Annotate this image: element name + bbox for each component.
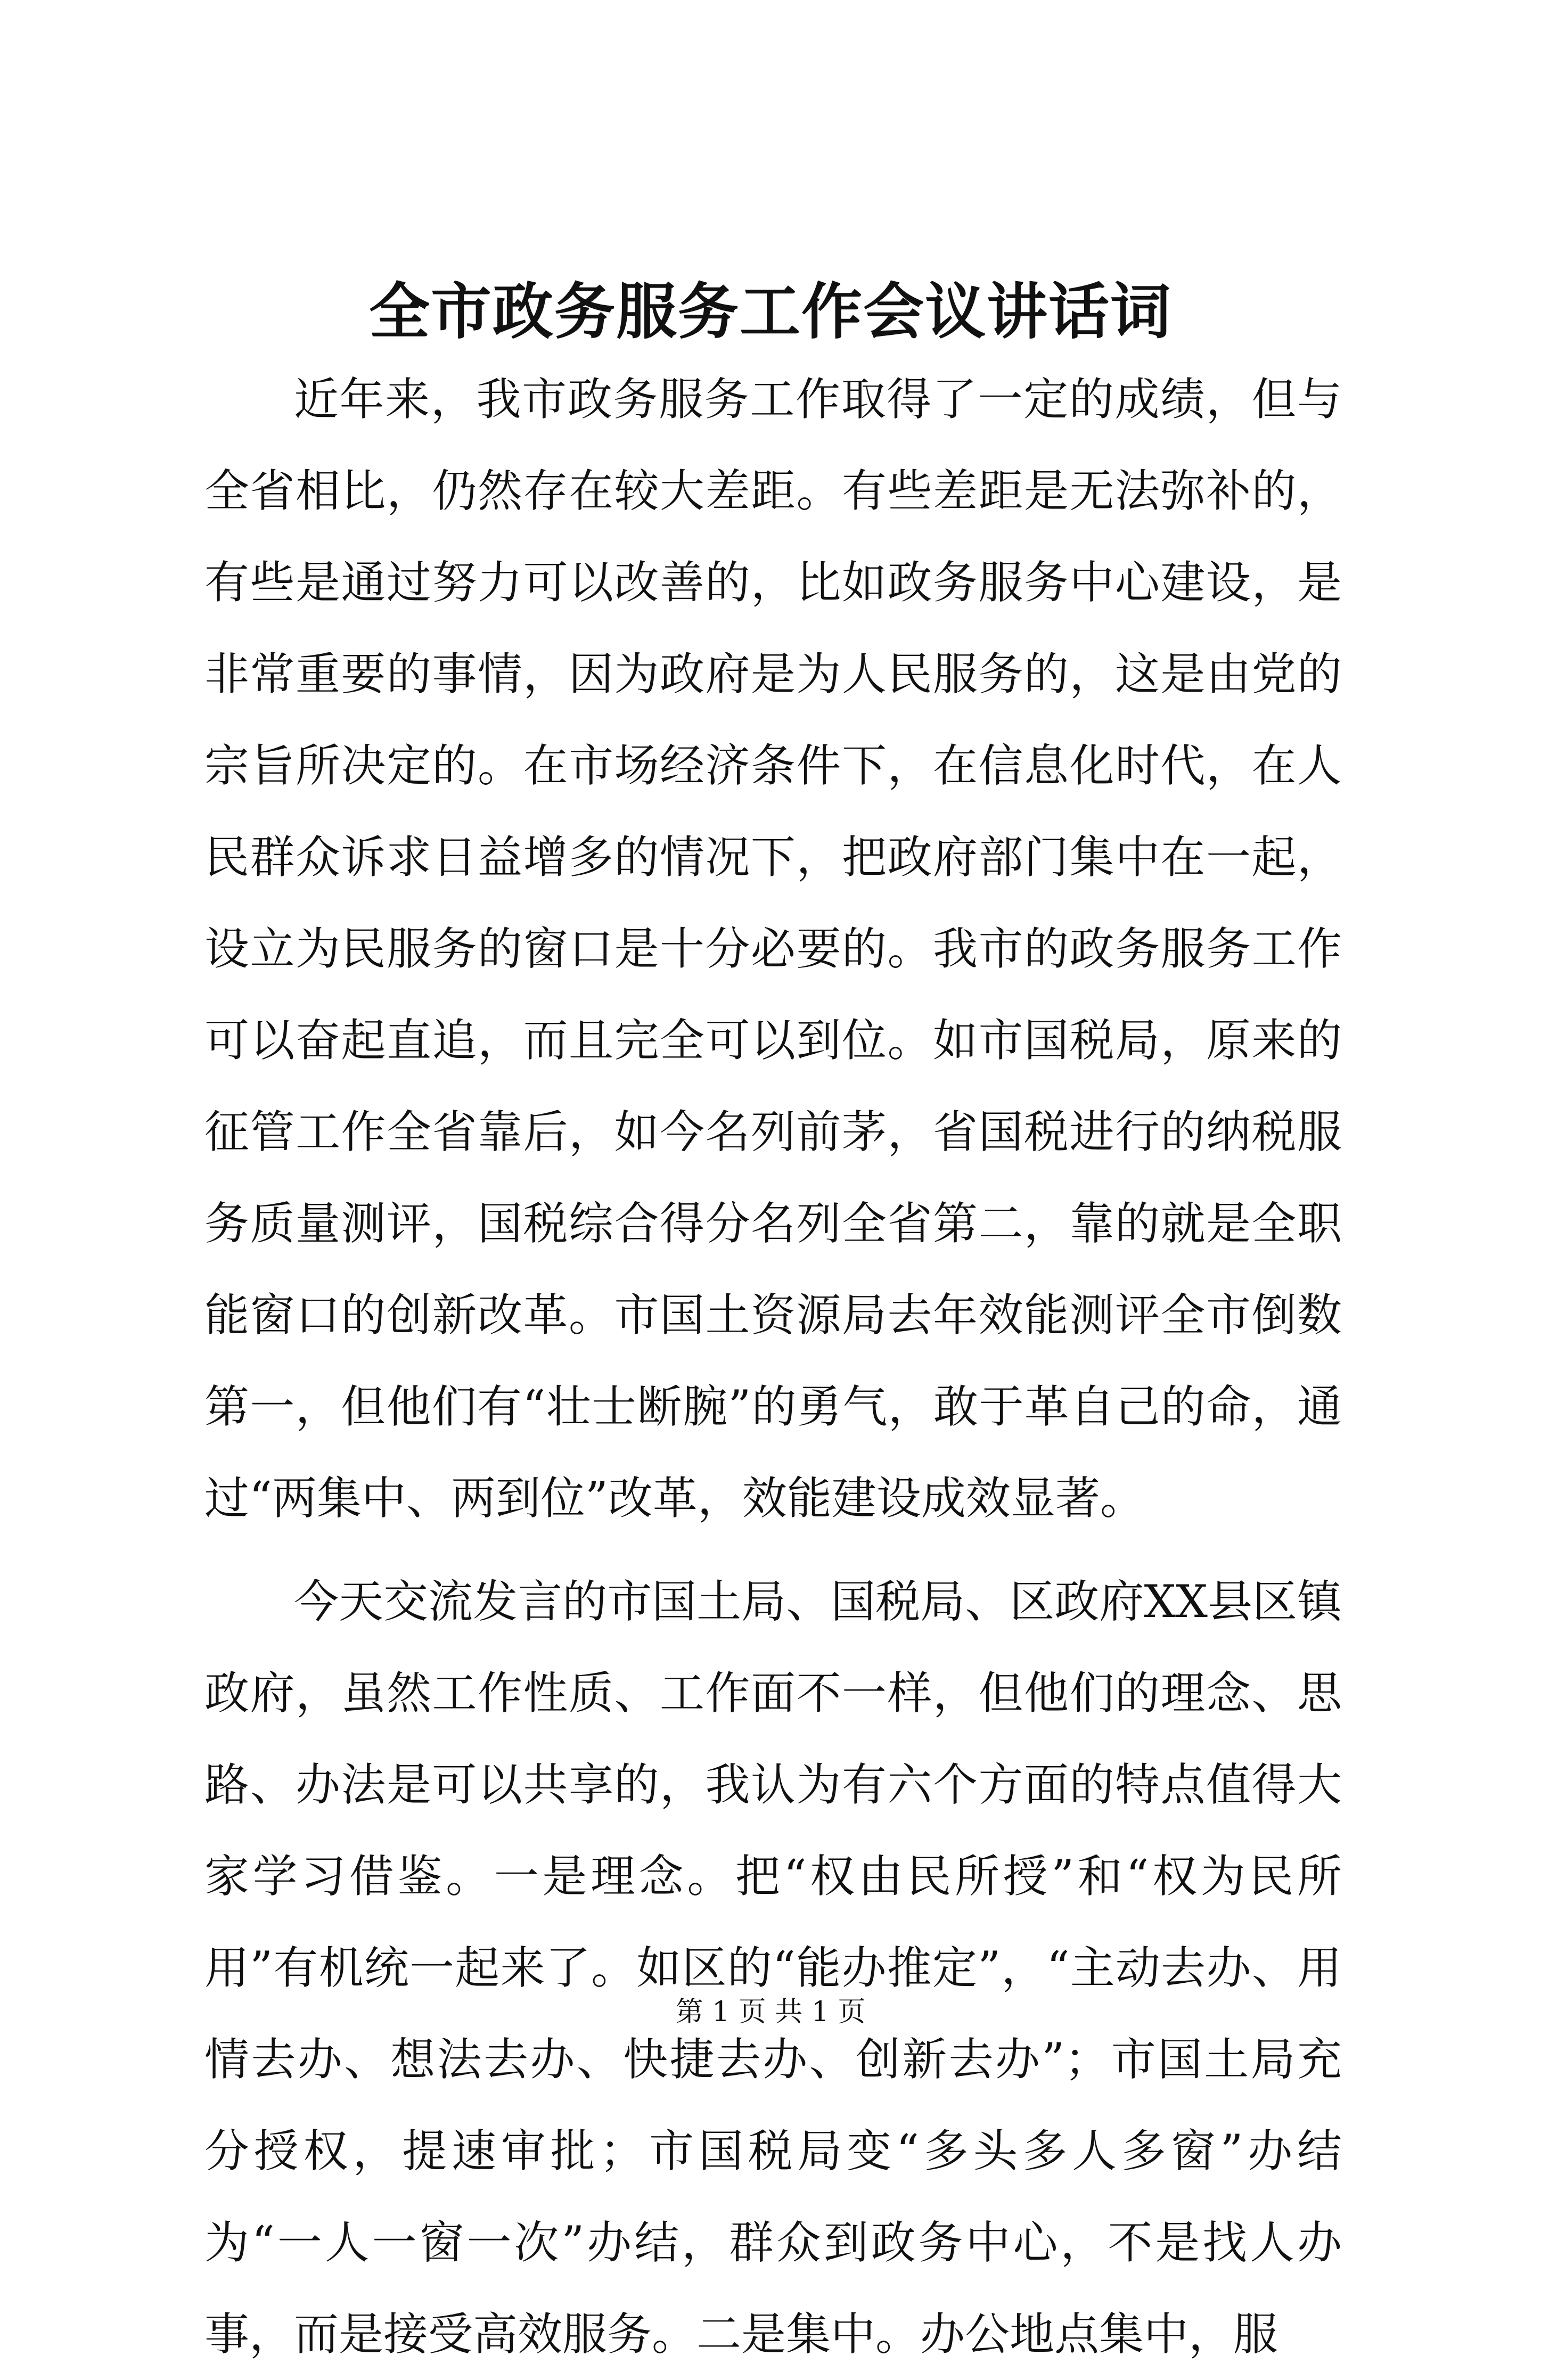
paragraph-1: 近年来，我市政务服务工作取得了一定的成绩，但与全省相比，仍然存在较大差距。有些差距是无法弥补的，有些是通过努力可以改善的，比如政务服务中心建设，是非常重要的事情，因为政府是为人民服务的，这是由党的宗旨所决定的。在市场经济条件下，在信息化时代，在人民群众诉求日益增多的情况下，把政府部门集中在一起，设立为民服务的窗口是十分必要的。我市的政务服务工作可以奋起直追，而且完全可以到位。如市国税局，原来的征管工作全省靠后，如今名列前茅，省国税进行的纳税服务质量测评，国税综合得分名列全省第二，靠的就是全职能窗口的创新改革。市国土资源局去年效能测评全市倒数第一，但他们有“壮士断腕”的勇气，敢于革自己的命，通过“两集中、两到位”改革，效能建设成效显著。 [204,373,1342,1524]
document-body [204,354,1342,2380]
paragraph-2: 今天交流发言的市国土局、国税局、区政府XX县区镇政府，虽然工作性质、工作面不一样，但他们的理念、思路、办法是可以共享的，我认为有六个方面的特点值得大家学习借鉴。一是理念。把“权由民所授”和“权为民所用”有机统一起来了。如区的“能办推定”，“主动去办、用情去办、想法去办、快捷去办、创新去办”；市国土局充分授权，提速审批；市国税局变“多头多人多窗”办结为“一人一窗一次”办结，群众到政务中心，不是找人办事，而是接受高效服务。二是集中。办公地点集中，服 [204,1575,1342,2360]
page-number-footer: 第 1 页 共 1 页 [675,1996,866,2028]
document-title: 全市政务服务工作会议讲话词 [368,276,1172,347]
